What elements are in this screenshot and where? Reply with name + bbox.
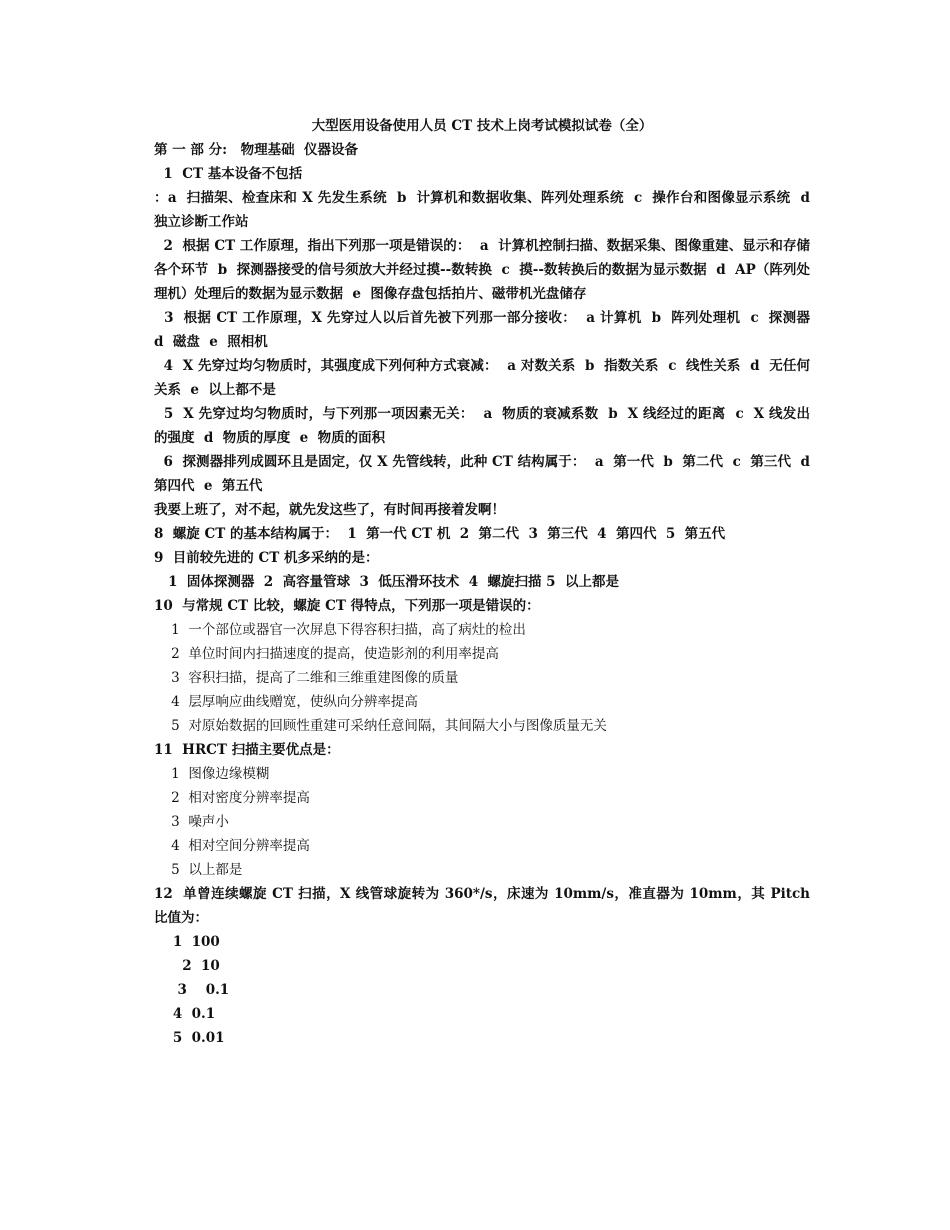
document-body [154, 138, 820, 1050]
paragraph-line: 2 单位时间内扫描速度的提高，使造影剂的利用率提高 [154, 646, 499, 662]
document-title: 大型医用设备使用人员 CT 技术上岗考试模拟试卷（全） [311, 118, 653, 134]
paragraph-line: 3 噪声小 [154, 814, 229, 830]
paragraph-line: 5 0.01 [154, 1030, 225, 1046]
paragraph-line: 4 0.1 [154, 1006, 216, 1022]
paragraph-line: 第 一 部 分: 物理基础 仪器设备 [154, 142, 358, 158]
paragraph-line: 1 100 [154, 934, 220, 950]
paragraph-line: 2 10 [154, 958, 220, 974]
paragraph-line: 8 螺旋 CT 的基本结构属于： 1 第一代 CT 机 2 第二代 3 第三代 4 第四代 5 第五代 [154, 526, 726, 542]
paragraph-line: 3 容积扫描，提高了二维和三维重建图像的质量 [154, 670, 459, 686]
paragraph-line: ：a 扫描架、检查床和 X 先发生系统 b 计算机和数据收集、阵列处理系统 c 操作台和图像显示系统 d 独立诊断工作站 [154, 190, 820, 230]
paragraph-line: 10 与常规 CT 比较，螺旋 CT 得特点，下列那一项是错误的： [154, 598, 540, 614]
paragraph-line: 11 HRCT 扫描主要优点是： [154, 742, 340, 758]
paragraph-line: 4 相对空间分辨率提高 [154, 838, 310, 854]
paragraph-line: 1 一个部位或器官一次屏息下得容积扫描，高了病灶的检出 [154, 622, 526, 638]
paragraph-line: 5 以上都是 [154, 862, 243, 878]
paragraph-line: 2 相对密度分辨率提高 [154, 790, 310, 806]
paragraph-line: 9 目前较先进的 CT 机多采纳的是： [154, 550, 379, 566]
paragraph-line: 3 根据 CT 工作原理，X 先穿过人以后首先被下列那一部分接收： a 计算机 b 阵列处理机 c 探测器 d 磁盘 e 照相机 [154, 310, 820, 350]
paragraph-line: 6 探测器排列成圆环且是固定，仅 X 先管线转，此种 CT 结构属于： a 第一代 b 第二代 c 第三代 d 第四代 e 第五代 [154, 454, 820, 494]
paragraph-line: 1 图像边缘模糊 [154, 766, 270, 782]
document-page [154, 114, 820, 1050]
paragraph-line: 1 CT 基本设备不包括 [154, 166, 303, 182]
paragraph-line: 5 X 先穿过均匀物质时，与下列那一项因素无关： a 物质的衰减系数 b X 线经过的距离 c X 线发出的强度 d 物质的厚度 e 物质的面积 [154, 406, 810, 446]
paragraph-line: 12 单曾连续螺旋 CT 扫描，X 线管球旋转为 360*/s，床速为 10mm/s，准直器为 10mm，其 Pitch 比值为： [154, 886, 815, 926]
paragraph-line: 4 X 先穿过均匀物质时，其强度成下列何种方式衰减： a 对数关系 b 指数关系 c 线性关系 d 无任何关系 e 以上都不是 [154, 358, 811, 398]
paragraph-line: 5 对原始数据的回顾性重建可采纳任意间隔，其间隔大小与图像质量无关 [154, 718, 607, 734]
paragraph-line: 4 层厚响应曲线赠宽，使纵向分辨率提高 [154, 694, 418, 710]
paragraph-line: 我要上班了，对不起，就先发这些了，有时间再接着发啊！ [154, 502, 505, 518]
paragraph-line: 2 根据 CT 工作原理，指出下列那一项是错误的： a 计算机控制扫描、数据采集、图像重建、显示和存储各个环节 b 探测器接受的信号须放大并经过摸--数转换 c 摸--数转换后的数据为显示数据 d AP（阵列处理机）处理后的数据为显示数据 e 图像存盘包括拍片、磁带机光盘储存 [154, 238, 811, 302]
paragraph-line: 3 0.1 [154, 982, 230, 998]
paragraph-line: 1 固体探测器 2 高容量管球 3 低压滑环技术 4 螺旋扫描 5 以上都是 [154, 574, 619, 590]
